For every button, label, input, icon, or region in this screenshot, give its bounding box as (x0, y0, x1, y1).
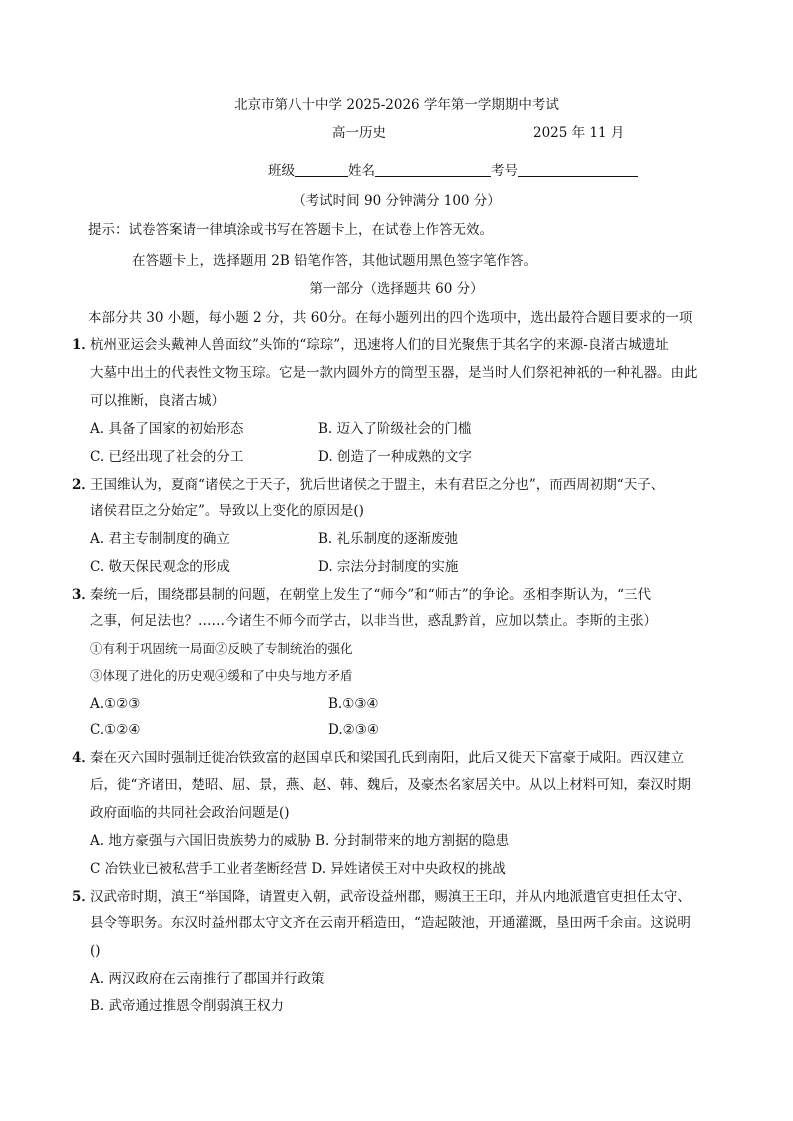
statement-line: ①有利于巩固统一局面②反映了专制统治的强化 (90, 641, 353, 656)
option-b[interactable]: B. 礼乐制度的逐渐废弛 (318, 531, 459, 547)
option-line-cd[interactable]: C 冶铁业已被私营手工业者垄断经营 D. 异姓诸侯王对中央政权的挑战 (90, 861, 506, 877)
option-b[interactable]: B. 迈入了阶级社会的门槛 (318, 421, 472, 437)
question-number: 5． (72, 889, 95, 905)
exam-date: 2025 年 11 月 (533, 125, 625, 141)
time-note: （考试时间 90 分钟满分 100 分） (292, 193, 501, 209)
subject-label: 高一历史 (332, 125, 386, 141)
option-b[interactable]: B. 武帝通过推恩令削弱滇王权力 (90, 998, 285, 1014)
question-text-line: 大墓中出土的代表性文物玉琮。它是一款内圆外方的筒型玉器，是当时人们祭祀神祇的一种礼器。由此 (90, 365, 698, 381)
option-b[interactable]: B.①③④ (328, 696, 379, 712)
option-c[interactable]: C.①②④ (90, 722, 141, 738)
section-instruction: 本部分共 30 小题，每小题 2 分，共 60分。在每小题列出的四个选项中，选出最符合题目要求的一项 (88, 310, 693, 326)
id-field[interactable] (518, 162, 638, 177)
class-label: 班级 (268, 163, 295, 179)
tip-line-2: 在答题卡上，选择题用 2B 铅笔作答，其他试题用黑色签字笔作答。 (132, 253, 538, 269)
question-number: 1． (72, 337, 95, 353)
question-text-line: () (90, 943, 101, 959)
tip-line-1: 提示：试卷答案请一律填涂或书写在答题卡上，在试卷上作答无效。 (88, 222, 493, 238)
question-text-line: 汉武帝时期，滇王“举国降，请置吏入朝，武帝设益州郡，赐滇王王印，并从内地派遣官吏担任太守、 (90, 889, 691, 905)
question-text-line: 县令等职务。东汉时益州郡太守文齐在云南开稻造田，“造起陂池，开通灌溉，垦田两千余亩。这说明 (90, 915, 691, 931)
question-text-line: 之事，何足法也？……今诸生不师今而学古，以非当世，惑乱黔首，应加以禁止。李斯的主张） (90, 613, 657, 629)
option-d[interactable]: D. 宗法分封制度的实施 (318, 559, 459, 575)
question-number: 2． (72, 477, 95, 493)
name-label: 姓名 (348, 163, 375, 179)
option-c[interactable]: C. 已经出现了社会的分工 (90, 449, 244, 465)
question-text-line: 可以推断，良渚古城） (90, 393, 225, 409)
question-text-line: 秦统一后，围绕郡县制的问题，在朝堂上发生了“师今”和“师古”的争论。丞相李斯认为，“三代 (90, 587, 652, 603)
question-text-line: 杭州亚运会头戴神人兽面纹”头饰的“琮琮”，迅速将人们的目光聚焦于其名字的来源-良渚古城遗址 (90, 337, 669, 353)
question-number: 4． (72, 750, 95, 766)
question-text-line: 政府面临的共同社会政治问题是() (90, 805, 290, 821)
option-line-ab[interactable]: A. 地方豪强与六国旧贵族势力的威胁 B. 分封制带来的地方割据的隐患 (90, 833, 510, 849)
exam-title: 北京市第八十中学 2025-2026 学年第一学期期中考试 (234, 97, 559, 113)
question-text-line: 诸侯君臣之分始定”。导致以上变化的原因是() (90, 503, 364, 519)
question-text-line: 后，徙“齐诸田，楚昭、屈、景，燕、赵、韩、魏后，及豪杰名家居关中。从以上材料可知，秦汉时期 (90, 777, 691, 793)
id-label: 考号 (491, 163, 518, 179)
option-a[interactable]: A. 君主专制制度的确立 (90, 531, 230, 547)
name-field[interactable] (375, 162, 491, 177)
option-c[interactable]: C. 敬天保民观念的形成 (90, 559, 230, 575)
question-text-line: 秦在灭六国时强制迁徙冶铁致富的赵国卓氏和梁国孔氏到南阳，此后又徙天下富豪于咸阳。西汉建立 (90, 750, 684, 766)
section-title: 第一部分（选择题共 60 分） (309, 281, 484, 297)
option-a[interactable]: A. 具备了国家的初始形态 (90, 421, 244, 437)
option-d[interactable]: D. 创造了一种成熟的文字 (318, 449, 472, 465)
statement-line: ③体现了进化的历史观④缓和了中央与地方矛盾 (90, 668, 353, 683)
student-info-row (268, 162, 638, 180)
option-a[interactable]: A.①②③ (90, 696, 141, 712)
question-number: 3． (72, 587, 95, 603)
class-field[interactable] (295, 162, 348, 177)
option-d[interactable]: D.②③④ (328, 722, 379, 738)
option-a[interactable]: A. 两汉政府在云南推行了郡国并行政策 (90, 971, 325, 987)
question-text-line: 王国维认为，夏商“诸侯之于天子，犹后世诸侯之于盟主，未有君臣之分也”，而西周初期“天子、 (90, 477, 665, 493)
